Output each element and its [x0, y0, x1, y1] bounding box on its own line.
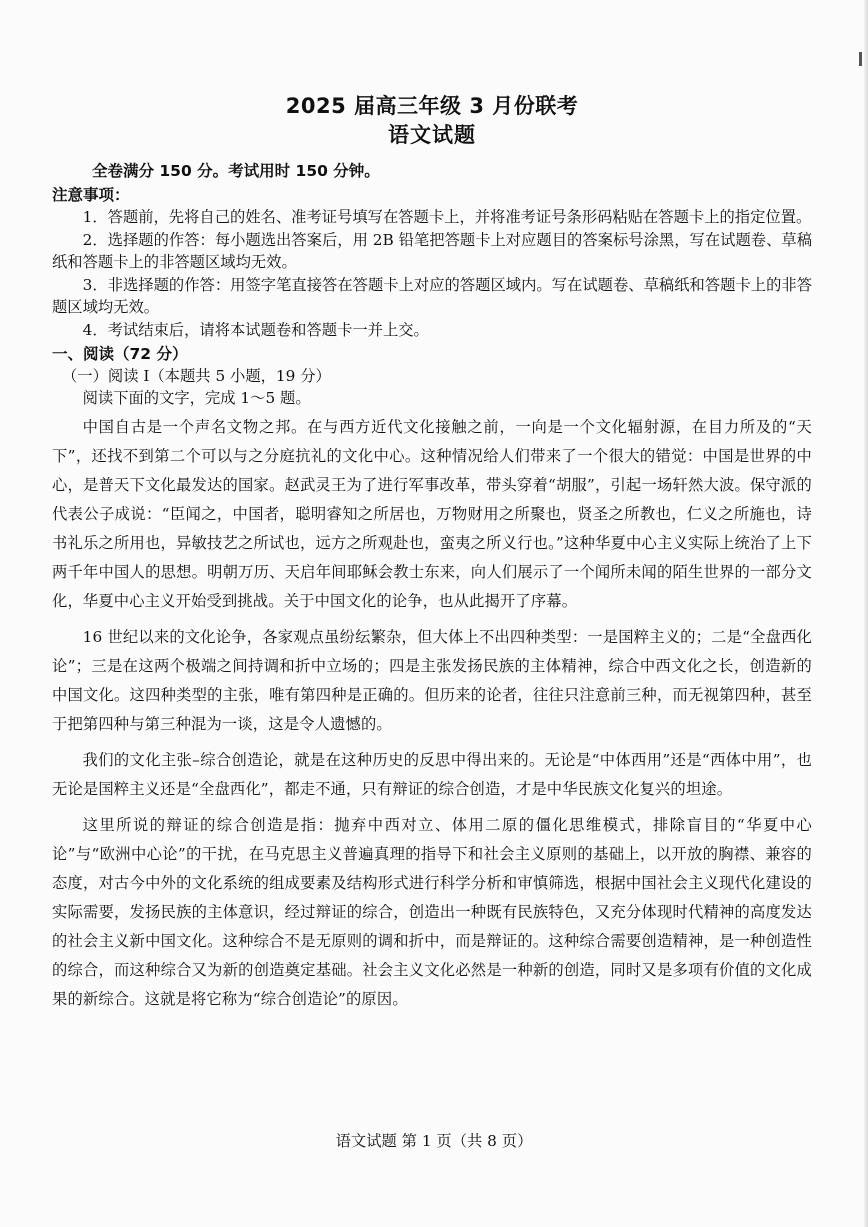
exam-title: 2025 届高三年级 3 月份联考 [285, 94, 579, 118]
notice-item: 1．答题前，先将自己的姓名、准考证号填写在答题卡上，并将准考证号条形码粘贴在答题卡上的指定位置。 [82, 208, 812, 226]
notice-item: 2．选择题的作答：每小题选出答案后，用 2B 铅笔把答题卡上对应题目的答案标号涂黑，写在试题卷、草稿纸和答题卡上的非答题区域均无效。 [52, 230, 812, 271]
passage-paragraph: 这里所说的辩证的综合创造是指：抛弃中西对立、体用二原的僵化思维模式，排除盲目的“华夏中心论”与“欧洲中心论”的干扰，在马克思主义普遍真理的指导下和社会主义原则的基础上，以开放的胸襟、兼容的态度，对古今中外的文化系统的组成要素及结构形式进行科学分析和审慎筛选，根据中国社会主义现代化建设的实际需要，发扬民族的主体意识，经过辩证的综合，创造出一种既有民族特色，又充分体现时代精神的高度发达的社会主义新中国文化。这种综合不是无原则的调和折中，而是辩证的。这种综合需要创造精神，是一种创造性的综合，而这种综合又为新的创造奠定基础。社会主义文化必然是一种新的创造，同时又是多项有价值的文化成果的新综合。这就是将它称为“综合创造论”的原因。 [52, 816, 812, 1008]
notice-item: 4．考试结束后，请将本试题卷和答题卡一并上交。 [82, 320, 429, 339]
notice-item: 3．非选择题的作答：用签字笔直接答在答题卡上对应的答题区域内。写在试题卷、草稿纸和答题卡上的非答题区域均无效。 [52, 275, 812, 316]
sub-section-heading: （一）阅读 I（本题共 5 小题，19 分） [62, 367, 331, 385]
scan-mark [859, 52, 862, 66]
exam-subtitle: 语文试题 [388, 123, 476, 147]
reading-instruction: 阅读下面的文字，完成 1～5 题。 [82, 389, 311, 407]
passage-paragraph: 中国自古是一个声名文物之邦。在与西方近代文化接触之前，一向是一个文化辐射源，在目力所及的“天下”，还找不到第二个可以与之分庭抗礼的文化中心。这种情况给人们带来了一个很大的错觉：中国是世界的中心，是普天下文化最发达的国家。赵武灵王为了进行军事改革，带头穿着“胡服”，引起一场轩然大波。保守派的代表公子成说：“臣闻之，中国者，聪明睿知之所居也，万物财用之所聚也，贤圣之所教也，仁义之所施也，诗书礼乐之所用也，异敏技艺之所试也，远方之所观赴也，蛮夷之所义行也。”这种华夏中心主义实际上统治了上下两千年中国人的思想。明朝万历、天启年间耶稣会教士东来，向人们展示了一个闻所未闻的陌生世界的一部分文化，华夏中心主义开始受到挑战。关于中国文化的论争，也从此揭开了序幕。 [52, 418, 812, 610]
page-footer: 语文试题 第 1 页（共 8 页） [335, 1132, 533, 1150]
passage-paragraph: 16 世纪以来的文化论争，各家观点虽纷纭繁杂，但大体上不出四种类型：一是国粹主义的；二是“全盘西化论”；三是在这两个极端之间持调和折中立场的；四是主张发扬民族的主体精神，综合中西文化之长，创造新的中国文化。这四种类型的主张，唯有第四种是正确的。但历来的论者，往往只注意前三种，而无视第四种，甚至于把第四种与第三种混为一谈，这是令人遗憾的。 [52, 628, 812, 733]
notice-heading: 注意事项： [52, 186, 130, 204]
exam-info: 全卷满分 150 分。考试用时 150 分钟。 [92, 162, 380, 180]
scan-edge [864, 0, 868, 1227]
section-heading: 一、阅读（72 分） [52, 345, 188, 363]
page-content [52, 92, 812, 1021]
passage-paragraph: 我们的文化主张–综合创造论，就是在这种历史的反思中得出来的。无论是“中体西用”还是“西体中用”，也无论是国粹主义还是“全盘西化”，都走不通，只有辩证的综合创造，才是中华民族文化复兴的坦途。 [52, 751, 812, 798]
